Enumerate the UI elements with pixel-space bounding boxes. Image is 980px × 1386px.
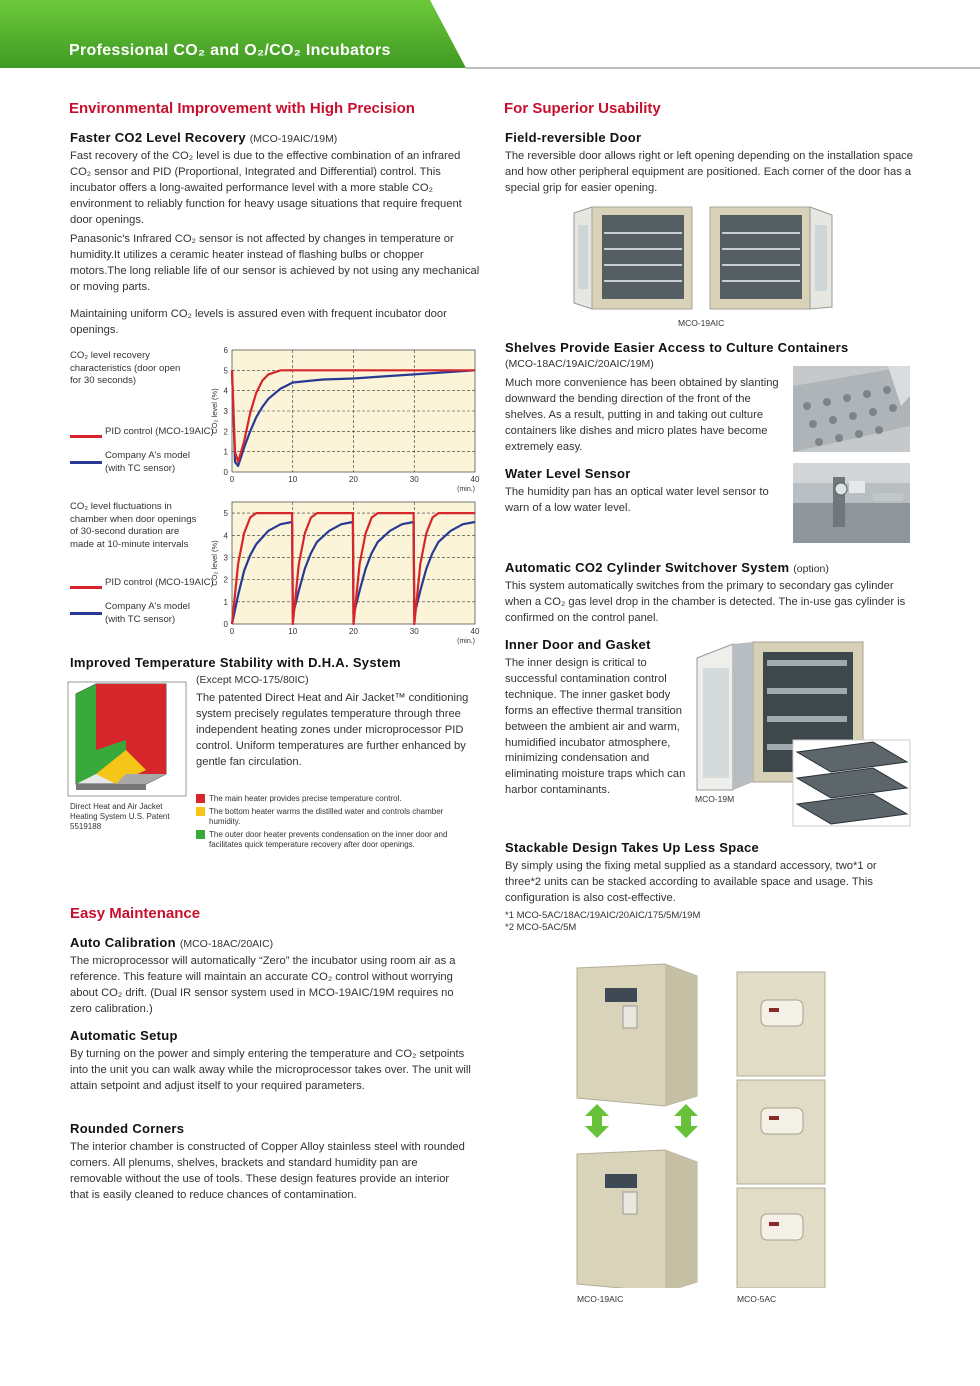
dha-note: (Except MCO-175/80IC)	[196, 674, 309, 686]
faster-paragraph-2: Panasonic's Infrared CO₂ sensor is not affected by changes in temperature or humidity.It utilizes a ceramic heater instead of flashing bulbs or chopper motors.The long reliable life of our sensor is achieved by not using any mechanical or moving parts.	[70, 233, 480, 293]
heading-inner-door: Inner Door and Gasket	[505, 637, 651, 652]
section-title-environmental: Environmental Improvement with High Precision	[69, 100, 415, 117]
chart-y-tick-label: 4	[223, 386, 228, 396]
chart1-legend-pid-label: PID control (MCO-19AIC)	[105, 426, 214, 437]
shelves-note: (MCO-18AC/19AIC/20AIC/19M)	[505, 358, 654, 370]
brand-label-top: Panasonic	[610, 990, 634, 996]
dha-key-main-text: The main heater provides precise temperature control.	[209, 794, 402, 803]
dha-diagram-caption: Direct Heat and Air Jacket Heating System U.S. Patent 5519188	[70, 802, 170, 831]
section-title-usability: For Superior Usability	[504, 100, 661, 117]
inner-door-paragraph: The inner design is critical to successful contamination control technique. The inner gasket body forms an effective thermal transition between the ambient air and warm, humidified incubator atmosphere, minimizing condensation and eliminating moisture traps which can harbor contaminants.	[505, 657, 686, 797]
legend-swatch-red	[70, 435, 102, 438]
door-paragraph: The reversible door allows right or left opening depending on the installation space and how other peripheral equipment are positioned. Each corner of the door has a special grip for easier opening.	[505, 150, 913, 194]
chart-x-tick-label: 20	[349, 627, 358, 636]
stackable-footnote-1: *1 MCO-5AC/18AC/19AIC/20AIC/175/5M/19M	[505, 910, 701, 921]
dha-key-door	[196, 830, 466, 850]
chart2-legend-pid	[70, 579, 105, 597]
legend-swatch-blue	[70, 461, 102, 464]
chart1-legend-pid	[70, 428, 105, 446]
chart-y-tick-label: 3	[223, 553, 228, 563]
cylinder-note: (option)	[793, 563, 829, 575]
chart-x-axis-label: (min.)	[457, 486, 475, 493]
chart-y-tick-label: 1	[223, 597, 228, 607]
door-photo-caption: MCO-19AIC	[678, 318, 725, 328]
chart-x-tick-label: 0	[229, 627, 235, 636]
chart-x-tick-label: 40	[470, 627, 480, 636]
chart-x-tick-label: 20	[349, 475, 358, 484]
heading-stackable: Stackable Design Takes Up Less Space	[505, 840, 760, 855]
chart-x-tick-label: 30	[409, 627, 419, 636]
chart-x-tick-label: 10	[288, 627, 298, 636]
reversible-door-photo	[570, 203, 840, 315]
red-square-icon	[196, 794, 205, 803]
chart-x-tick-label: 30	[409, 475, 419, 484]
chart1-legend-company-label: Company A's model (with TC sensor)	[105, 450, 191, 474]
cylinder-title: Automatic CO2 Cylinder Switchover System	[505, 560, 790, 575]
heading-auto-calibration	[70, 935, 273, 950]
brand-label-bottom: Panasonic	[610, 1176, 634, 1182]
chart-y-tick-label: 2	[223, 427, 228, 437]
dha-diagram	[66, 680, 188, 798]
faster-paragraph-3: Maintaining uniform CO₂ levels is assured even with frequent incubator door openings.	[70, 308, 447, 336]
cylinder-paragraph: This system automatically switches from the primary to secondary gas cylinder when a CO₂ gas level drop in the chamber is detected. The in-use gas cylinder is confirmed on the control panel.	[505, 580, 906, 624]
chart1-caption: CO₂ level recovery characteristics (door open for 30 seconds)	[70, 350, 181, 387]
chart2-legend-company-label: Company A's model (with TC sensor)	[105, 601, 191, 625]
faster-paragraph-1: Fast recovery of the CO₂ level is due to the effective combination of an infrared CO₂ sensor and PID (Proportional, Integrated and Differential) control. This incubator offers a long-awaited performance level with a more stable CO₂ environment to reliably function for heavy usage situations that require frequent door openings.	[70, 150, 462, 226]
heading-field-reversible-door: Field-reversible Door	[505, 130, 642, 145]
dha-paragraph: The patented Direct Heat and Air Jacket™ conditioning system precisely regulates temperature through three independent heating zones under microprocessor PID control. Uniform temperatures are further enhanced by gentle fan circulation.	[196, 692, 469, 768]
chart2-legend-company	[70, 605, 105, 623]
dha-key-list	[196, 794, 466, 850]
legend-swatch-red	[70, 586, 102, 589]
heading-faster-co2-note: (MCO-19AIC/19M)	[249, 133, 338, 145]
chart-y-tick-label: 2	[223, 575, 228, 585]
chart-y-axis-label: CO₂ level (%)	[210, 388, 219, 434]
stacked-incubators-photo	[565, 958, 835, 1288]
chart-x-tick-label: 0	[229, 475, 235, 484]
heading-shelves: Shelves Provide Easier Access to Culture Containers	[505, 340, 849, 355]
dha-key-bottom-text: The bottom heater warms the distilled water and controls chamber humidity.	[209, 807, 444, 826]
heading-automatic-setup: Automatic Setup	[70, 1028, 178, 1043]
legend-swatch-blue	[70, 612, 102, 615]
chart-y-tick-label: 4	[223, 531, 228, 541]
section-title-maintenance: Easy Maintenance	[70, 905, 201, 922]
page-title: Professional CO₂ and O₂/CO₂ Incubators	[69, 42, 391, 59]
chart-y-tick-label: 5	[223, 509, 228, 519]
shelf-photo	[793, 366, 910, 452]
dha-key-main	[196, 794, 466, 804]
chart-x-tick-label: 10	[288, 475, 298, 484]
chart-y-axis-label: CO₂ level (%)	[210, 540, 219, 586]
stackable-footnote-2: *2 MCO-5AC/5M	[505, 922, 577, 933]
chart-y-tick-label: 0	[223, 468, 228, 477]
chart2-caption: CO₂ level fluctuations in chamber when door openings of 30-second duration are made at 10-minute intervals	[70, 501, 197, 550]
heading-faster-co2	[70, 130, 337, 145]
chart-y-tick-label: 1	[223, 447, 228, 457]
chart2-legend-pid-label: PID control (MCO-19AIC)	[105, 577, 214, 588]
auto-calibration-paragraph: The microprocessor will automatically “Zero” the incubator using room air as a reference. This feature will maintain an accurate CO₂ control without worrying about CO₂ drift. (Dual IR sensor system used in MCO-19AIC/19M requires no zero calibration.)	[70, 955, 456, 1015]
co2-fluctuation-chart	[205, 492, 485, 647]
chart-y-tick-label: 0	[223, 620, 228, 629]
green-square-icon	[196, 830, 205, 839]
chart1-legend-company	[70, 454, 105, 472]
stack-caption-5ac: MCO-5AC	[737, 1294, 777, 1304]
co2-recovery-chart	[205, 340, 485, 495]
chart-y-tick-label: 5	[223, 366, 228, 376]
auto-calibration-title: Auto Calibration	[70, 935, 176, 950]
yellow-square-icon	[196, 807, 205, 816]
heading-dha: Improved Temperature Stability with D.H.A. System	[70, 655, 401, 670]
heading-cylinder-switchover	[505, 560, 829, 575]
heading-rounded-corners: Rounded Corners	[70, 1121, 185, 1136]
shelves-paragraph: Much more convenience has been obtained by slanting downward the bending direction of the front of the shelves. As a result, putting in and taking out culture containers like dishes and micro plates have become extremely easy.	[505, 377, 779, 453]
chart-y-tick-label: 3	[223, 407, 228, 416]
chart-x-tick-label: 40	[470, 475, 480, 484]
automatic-setup-paragraph: By turning on the power and simply entering the temperature and CO₂ setpoints into the unit you can walk away while the microprocessor takes over. The unit will attain setpoint and adjust itself to your required parameters.	[70, 1048, 471, 1092]
water-sensor-photo	[793, 463, 910, 543]
stack-caption-19aic: MCO-19AIC	[577, 1294, 624, 1304]
stackable-paragraph: By simply using the fixing metal supplied as a standard accessory, two*1 or three*2 units can be stacked according to available space and usage. This configuration is also cost-effective.	[505, 860, 877, 904]
water-level-paragraph: The humidity pan has an optical water level sensor to warn of a low water level.	[505, 486, 769, 514]
inner-door-caption: MCO-19M	[695, 794, 735, 804]
chart-x-axis-label: (min.)	[457, 638, 475, 645]
auto-calibration-note: (MCO-18AC/20AIC)	[179, 938, 274, 950]
dha-key-door-text: The outer door heater prevents condensation on the inner door and facilitates quick temperature recovery after door openings.	[209, 830, 448, 849]
heading-water-level-sensor: Water Level Sensor	[505, 466, 631, 481]
chart-y-tick-label: 6	[223, 346, 228, 355]
dha-key-bottom	[196, 807, 466, 827]
heading-faster-co2-text: Faster CO2 Level Recovery	[70, 130, 246, 145]
rounded-corners-paragraph: The interior chamber is constructed of Copper Alloy stainless steel with rounded corners. All plenums, shelves, brackets and standard humidity pan are removable without the use of tools. These design features provide an interior that is easily cleaned to reduce chances of contamination.	[70, 1141, 465, 1201]
